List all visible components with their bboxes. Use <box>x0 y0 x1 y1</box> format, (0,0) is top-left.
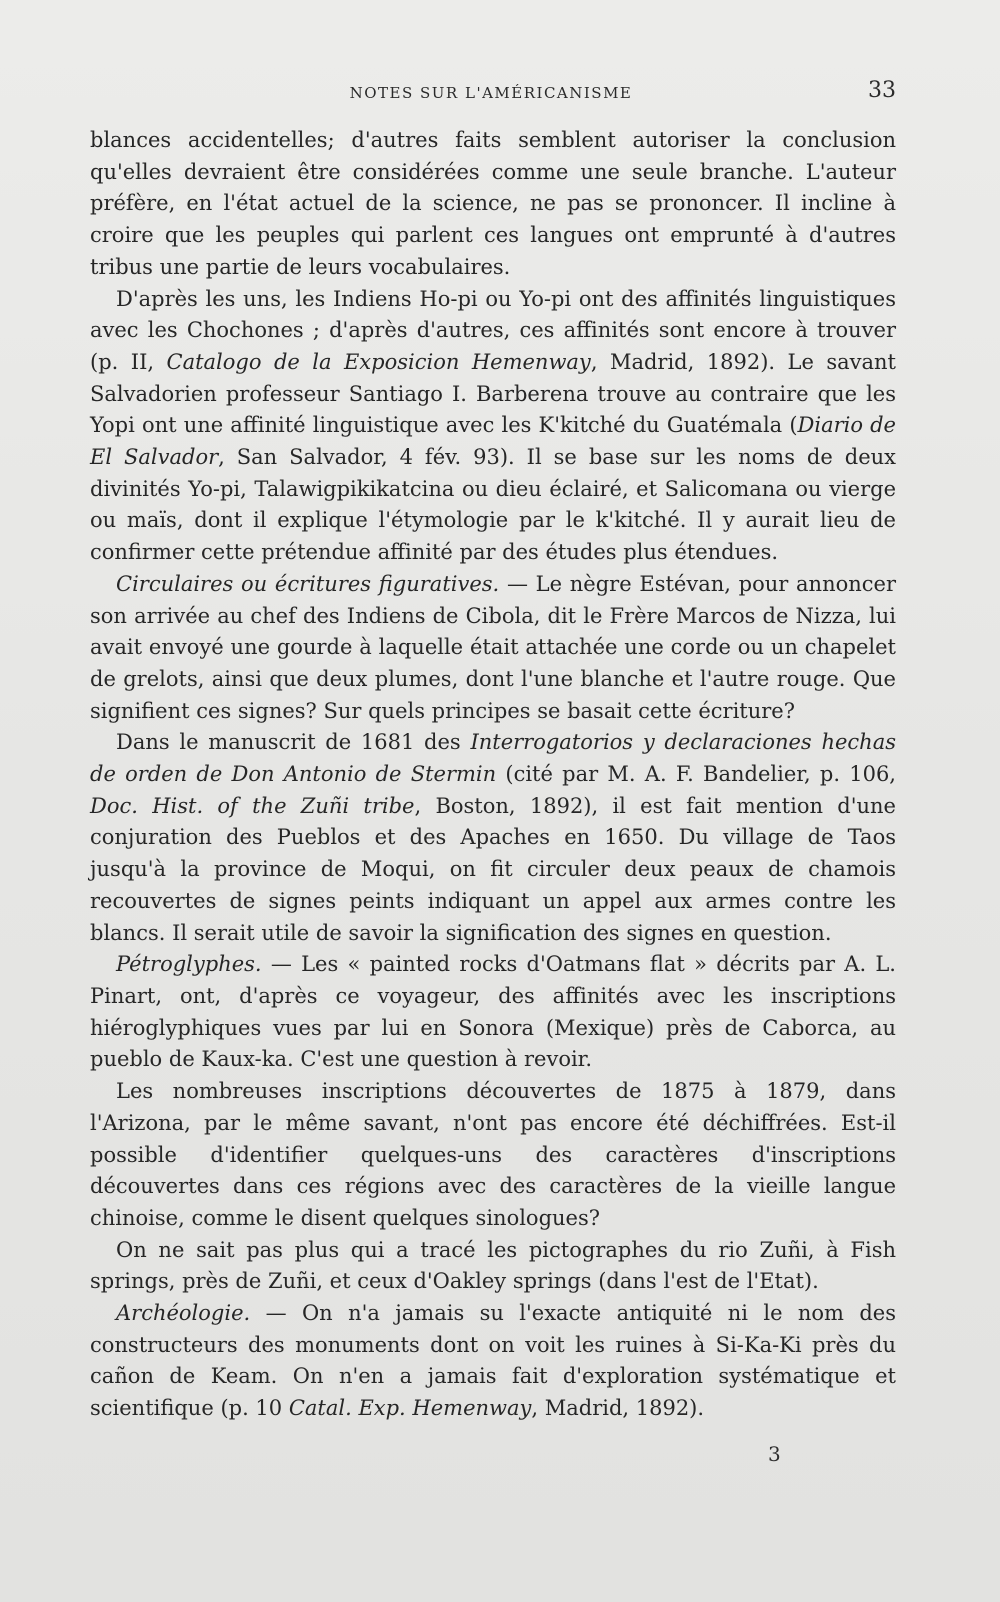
italic-text: Diario de El Salvador <box>90 413 896 470</box>
paragraph <box>90 949 896 1076</box>
text-run: D'après les uns, les Indiens Ho-pi ou Yo-pi ont des affinités linguistiques avec les Chochones ; d'après d'autres, ces affinités sont encore à trouver (p. II, <box>90 286 896 374</box>
text-run: On ne sait pas plus qui a tracé les pictographes du rio Zuñi, à Fish springs, près de Zuñi, et ceux d'Oakley springs (dans l'est de l'Etat). <box>90 1237 896 1294</box>
italic-text: Pétroglyphes. <box>116 952 262 977</box>
text-run: (cité par M. A. F. Bandelier, p. 106, <box>496 762 896 787</box>
paragraph <box>90 125 896 284</box>
paragraph <box>90 1076 896 1235</box>
signature-mark: 3 <box>768 1442 781 1466</box>
paragraph <box>90 1235 896 1298</box>
running-title: NOTES SUR L'AMÉRICANISME <box>349 84 633 102</box>
page-number: 33 <box>868 78 896 103</box>
italic-text: Catal. Exp. Hemenway <box>288 1396 532 1421</box>
body-text <box>90 125 896 1425</box>
page-header <box>86 78 896 108</box>
italic-text: Circulaires ou écritures figuratives. <box>116 571 500 596</box>
paragraph <box>90 284 896 569</box>
text-run: — Le nègre Estévan, pour annoncer son arrivée au chef des Indiens de Cibola, dit le Frère Marcos de Nizza, lui avait envoyé une gourde à laquelle était attachée une corde ou un chapelet de grelots, ainsi que deux plumes, dont l'une blanche et l'autre rouge. Que signifient ces signes? Sur quels principes se basait cette écriture? <box>90 571 896 723</box>
text-run: Les nombreuses inscriptions découvertes de 1875 à 1879, dans l'Arizona, par le même savant, n'ont pas encore été déchiffrées. Est-il possible d'identifier quelques-uns des caractères d'inscriptions découvertes dans ces régions avec des caractères de la vieille langue chinoise, comme le disent quelques sinologues? <box>90 1079 896 1230</box>
text-run: — On n'a jamais su l'exacte antiquité ni le nom des constructeurs des monuments dont on voit les ruines à Si-Ka-Ki près du cañon de Keam. On n'en a jamais fait d'exploration systématique et scientifique (p. 10 <box>90 1301 896 1421</box>
text-run: , Madrid, 1892). <box>531 1396 705 1421</box>
text-run: Dans le manuscrit de 1681 des <box>116 730 471 755</box>
paragraph <box>90 1298 896 1425</box>
text-run: , Boston, 1892), il est fait mention d'une conjuration des Pueblos et des Apaches en 1650. Du village de Taos jusqu'à la province de Moqui, on fit circuler deux peaux de chamois recouvertes de signes peints indiquant un appel aux armes contre les blancs. Il serait utile de savoir la signification des signes en question. <box>90 793 896 945</box>
italic-text: Catalogo de la Exposicion Hemenway <box>166 349 591 374</box>
paragraph <box>90 727 896 949</box>
paragraph <box>90 569 896 728</box>
text-run: blances accidentelles; d'autres faits semblent autoriser la conclusion qu'elles devraient être considérées comme une seule branche. L'auteur préfère, en l'état actuel de la science, ne pas se prononcer. Il incline à croire que les peuples qui parlent ces langues ont emprunté à d'autres tribus une partie de leurs vocabulaires. <box>90 128 896 279</box>
italic-text: Archéologie. <box>116 1301 251 1326</box>
text-run: , Madrid, 1892). Le savant Salvadorien professeur Santiago I. Barberena trouve au contraire que les Yopi ont une affinité linguistique avec les K'kitché du Guatémala ( <box>90 349 896 438</box>
italic-text: Doc. Hist. of the Zuñi tribe <box>90 793 415 818</box>
text-run: , San Salvador, 4 fév. 93). Il se base sur les noms de deux divinités Yo-pi, Talawigpikikatcina ou dieu éclairé, et Salicomana ou vierge ou maïs, dont il explique l'étymologie par le k'kitché. Il y aurait lieu de confirmer cette prétendue affinité par des études plus étendues. <box>90 445 896 565</box>
text-run: — Les « painted rocks d'Oatmans flat » décrits par A. L. Pinart, ont, d'après ce voyageur, des affinités avec les inscriptions hiéroglyphiques vues par lui en Sonora (Mexique) près de Caborca, au pueblo de Kaux-ka. C'est une question à revoir. <box>90 952 896 1072</box>
italic-text: Interrogatorios y declaraciones hechas de orden de Don Antonio de Stermin <box>90 730 896 787</box>
